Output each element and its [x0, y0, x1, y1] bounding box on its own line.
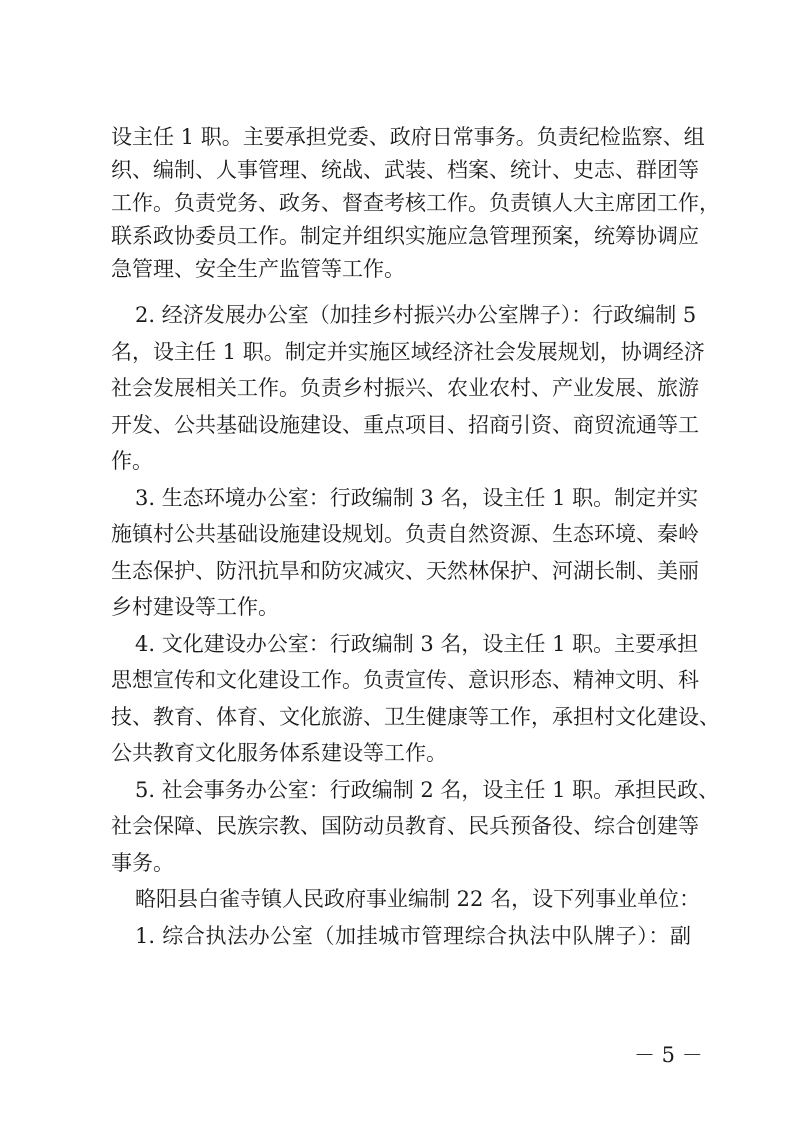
text-line: 开发、公共基础设施建设、重点项目、招商引资、商贸流通等工: [111, 413, 699, 437]
text-line: 公共教育文化服务体系建设等工作。: [111, 741, 447, 765]
page-number: － 5 －: [634, 1043, 703, 1067]
paragraph-first-line: 2. 经济发展办公室（加挂乡村振兴办公室牌子）：行政编制 5: [135, 303, 697, 327]
text-line: 织、编制、人事管理、统战、武装、档案、统计、史志、群团等: [111, 158, 699, 182]
text-line: 生态保护、防汛抗旱和防灾减灾、天然林保护、河湖长制、美丽: [111, 559, 699, 583]
text-line: 设主任 1 职。主要承担党委、政府日常事务。负责纪检监察、组: [111, 125, 705, 149]
text-line: 乡村建设等工作。: [111, 595, 279, 619]
text-line: 工作。负责党务、政务、督查考核工作。负责镇人大主席团工作，: [111, 191, 720, 215]
text-line: 技、教育、体育、文化旅游、卫生健康等工作，承担村文化建设、: [111, 705, 720, 729]
text-line: 思想宣传和文化建设工作。负责宣传、意识形态、精神文明、科: [111, 668, 699, 692]
text-line: 社会保障、民族宗教、国防动员教育、民兵预备役、综合创建等: [111, 814, 699, 838]
text-line: 名，设主任 1 职。制定并实施区域经济社会发展规划，协调经济: [111, 340, 705, 364]
paragraph-first-line: 3. 生态环境办公室：行政编制 3 名，设主任 1 职。制定并实: [135, 486, 699, 510]
paragraph-first-line: 略阳县白雀寺镇人民政府事业编制 22 名，设下列事业单位：: [135, 887, 701, 911]
paragraph-first-line: 4. 文化建设办公室：行政编制 3 名，设主任 1 职。主要承担: [135, 632, 699, 656]
text-line: 事务。: [111, 851, 174, 875]
paragraph-first-line: 5. 社会事务办公室：行政编制 2 名，设主任 1 职。承担民政、: [135, 778, 720, 802]
paragraph-first-line: 1. 综合执法办公室（加挂城市管理综合执法中队牌子）：副: [135, 924, 691, 948]
text-line: 社会发展相关工作。负责乡村振兴、农业农村、产业发展、旅游: [111, 376, 699, 400]
text-line: 作。: [111, 449, 153, 473]
text-line: 急管理、安全生产监管等工作。: [111, 257, 405, 281]
text-line: 联系政协委员工作。制定并组织实施应急管理预案，统筹协调应: [111, 224, 699, 248]
text-line: 施镇村公共基础设施建设规划。负责自然资源、生态环境、秦岭: [111, 522, 699, 546]
